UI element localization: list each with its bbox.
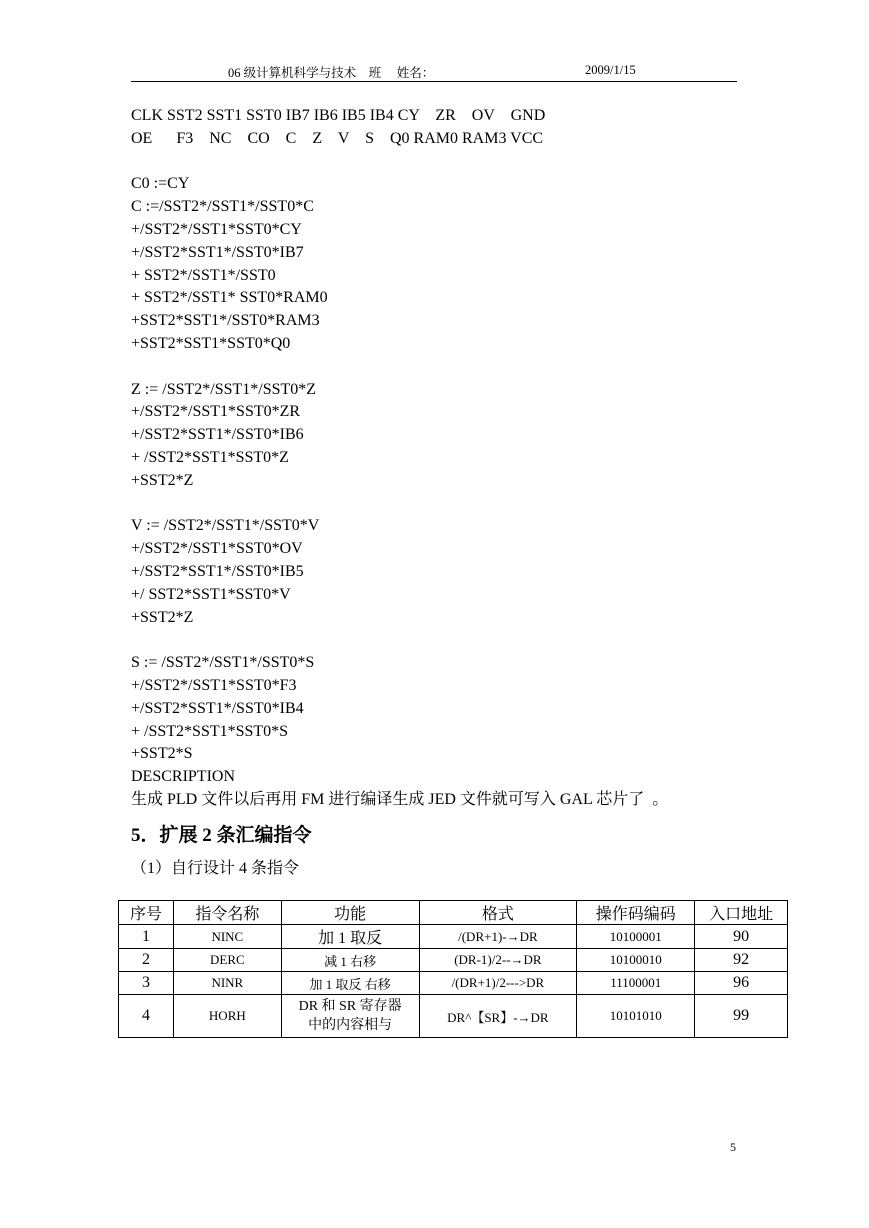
equation-c-line: +SST2*SST1*/SST0*RAM3 [131, 312, 320, 330]
cell-func [281, 995, 419, 1038]
equation-c-line: C :=/SST2*/SST1*/SST0*C [131, 198, 314, 216]
cell-func-line: 中的内容相与 [308, 1018, 393, 1033]
section-subheading: （1）自行设计 4 条指令 [131, 860, 300, 877]
equation-c-line: +/SST2*SST1*/SST0*IB7 [131, 243, 304, 261]
header-date: 2009/1/15 [585, 63, 636, 77]
header-cell: 操作码编码 [577, 901, 695, 925]
equation-v-line: +/SST2*/SST1*SST0*OV [131, 540, 303, 558]
instruction-table [118, 900, 788, 1038]
cell-no: 4 [119, 995, 174, 1038]
header-cell: 格式 [419, 901, 577, 925]
equation-c0: C0 :=CY [131, 175, 190, 193]
header-cell: 入口地址 [695, 901, 788, 925]
table-header-row [119, 901, 788, 925]
equation-z-line: + /SST2*SST1*SST0*Z [131, 448, 289, 466]
description-label: DESCRIPTION [131, 768, 236, 786]
header-cell: 序号 [119, 901, 174, 925]
page-number: 5 [730, 1140, 736, 1154]
table-row [119, 925, 788, 949]
cell-func-line: DR 和 SR 寄存器 [298, 999, 402, 1014]
equation-c-line: + SST2*/SST1*/SST0 [131, 266, 276, 284]
cell-addr: 92 [695, 949, 788, 972]
cell-no: 1 [119, 925, 174, 949]
equation-v-line: V := /SST2*/SST1*/SST0*V [131, 517, 320, 535]
table-row [119, 949, 788, 972]
equation-v-line: +SST2*Z [131, 608, 194, 626]
page-header [131, 63, 737, 82]
equation-c-line: +SST2*SST1*SST0*Q0 [131, 334, 291, 352]
cell-func: 减 1 右移 [281, 949, 419, 972]
description-text: 生成 PLD 文件以后再用 FM 进行编译生成 JED 文件就可写入 GAL 芯片了 。 [131, 790, 669, 808]
document-body [131, 105, 751, 812]
cell-addr: 96 [695, 972, 788, 995]
equation-z-line: +SST2*Z [131, 471, 194, 489]
cell-opcode: 10100001 [577, 925, 695, 949]
cell-opcode: 10100010 [577, 949, 695, 972]
equation-z-line: +/SST2*SST1*/SST0*IB6 [131, 426, 304, 444]
equation-z-line: Z := /SST2*/SST1*/SST0*Z [131, 380, 317, 398]
equation-s-line: +/SST2*SST1*/SST0*IB4 [131, 699, 304, 717]
equation-z-line: +/SST2*/SST1*SST0*ZR [131, 403, 301, 421]
equation-c-line: + SST2*/SST1* SST0*RAM0 [131, 289, 328, 307]
cell-func: 加 1 取反 [281, 925, 419, 949]
equation-s-line: +SST2*S [131, 745, 193, 763]
cell-name: NINR [173, 972, 281, 995]
cell-format: /(DR+1)-→DR [419, 925, 577, 949]
cell-addr: 99 [695, 995, 788, 1038]
cell-name: NINC [173, 925, 281, 949]
table-row [119, 995, 788, 1038]
equation-c-line: +/SST2*/SST1*SST0*CY [131, 220, 302, 238]
cell-format: DR^【SR】-→DR [419, 995, 577, 1038]
cell-opcode: 11100001 [577, 972, 695, 995]
cell-opcode: 10101010 [577, 995, 695, 1038]
cell-name: DERC [173, 949, 281, 972]
cell-format: (DR-1)/2--→DR [419, 949, 577, 972]
cell-no: 2 [119, 949, 174, 972]
cell-no: 3 [119, 972, 174, 995]
header-class-name: 06 级计算机科学与技术 班 姓名： [228, 66, 435, 80]
cell-addr: 90 [695, 925, 788, 949]
cell-format: /(DR+1)/2--->DR [419, 972, 577, 995]
table-row [119, 972, 788, 995]
equation-v-line: +/SST2*SST1*/SST0*IB5 [131, 562, 304, 580]
cell-func: 加 1 取反 右移 [281, 972, 419, 995]
header-cell: 功能 [281, 901, 419, 925]
pin-row-2: OE F3 NC CO C Z V S Q0 RAM0 RAM3 VCC [131, 129, 544, 147]
section-heading: 5．扩展 2 条汇编指令 [131, 825, 312, 846]
equation-s-line: + /SST2*SST1*SST0*S [131, 722, 289, 740]
cell-name: HORH [173, 995, 281, 1038]
equation-v-line: +/ SST2*SST1*SST0*V [131, 585, 291, 603]
pin-row-1: CLK SST2 SST1 SST0 IB7 IB6 IB5 IB4 CY ZR OV GND [131, 107, 546, 124]
equation-s-line: +/SST2*/SST1*SST0*F3 [131, 676, 297, 694]
header-cell: 指令名称 [173, 901, 281, 925]
equation-s-line: S := /SST2*/SST1*/SST0*S [131, 654, 315, 672]
